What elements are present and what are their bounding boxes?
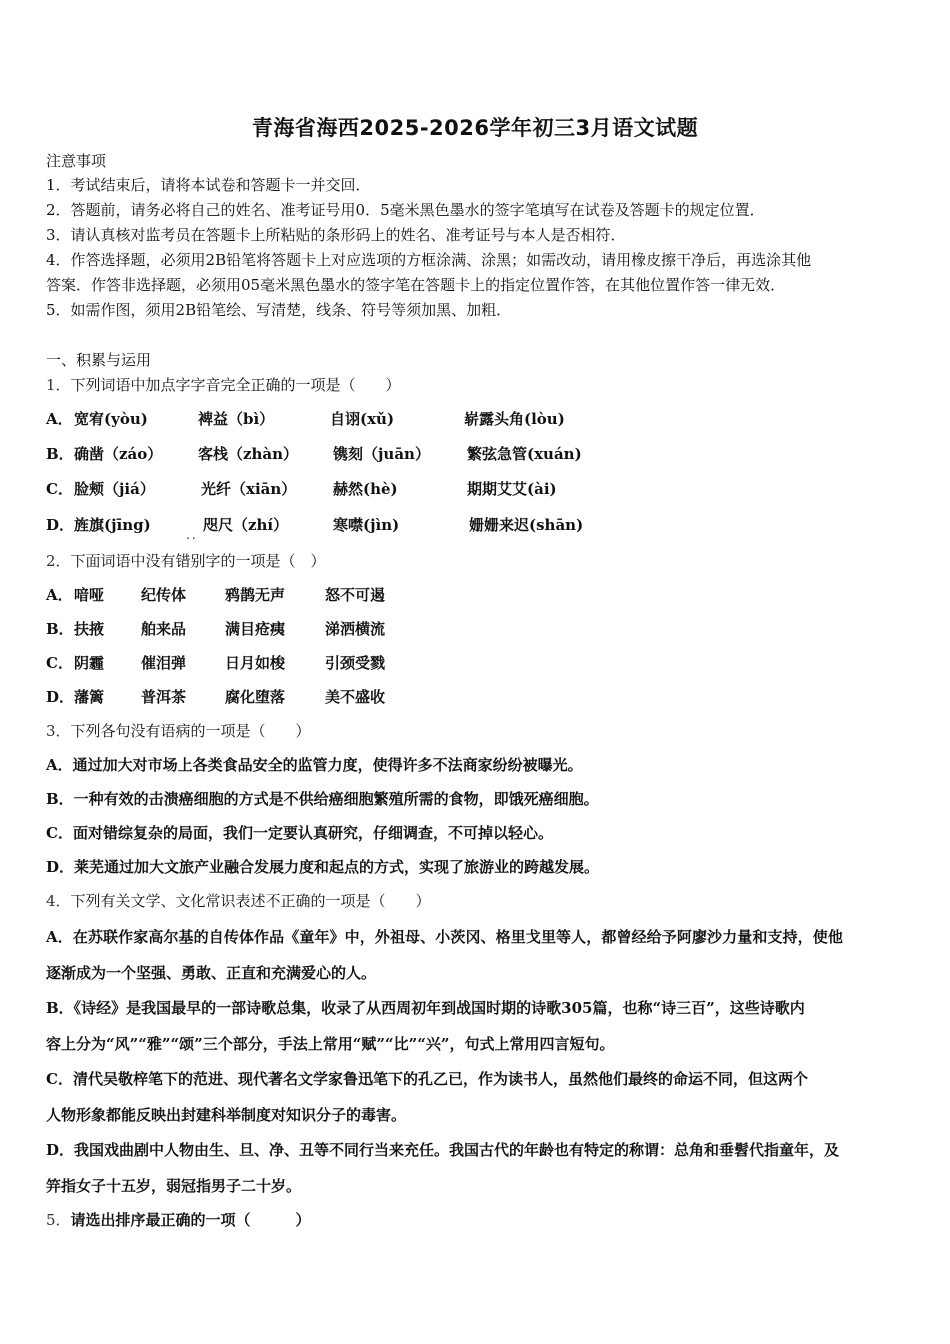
q2-option-c-item-2: 催泪弹 xyxy=(141,654,187,672)
notice-item-2: 2．答题前，请务必将自己的姓名、准考证号用0．5毫米黑色墨水的签字笔填写在试卷及答题卡的规定位置． xyxy=(46,201,765,219)
q2-option-b-item-2: 舶来品 xyxy=(141,620,187,638)
q2-option-d-item-2: 普洱茶 xyxy=(141,688,187,706)
q3-option-b: B．一种有效的击溃癌细胞的方式是不供给癌细胞繁殖所需的食物，即饿死癌细胞。 xyxy=(46,790,599,808)
emphasis-dots: .. xyxy=(186,528,198,542)
q1-option-a-item-4: 崭露头角(lòu) xyxy=(464,410,565,428)
q2-option-c-item-4: 引颈受戮 xyxy=(325,654,386,672)
question-3-stem xyxy=(46,721,311,741)
section-heading: 一、积累与运用 xyxy=(46,351,152,369)
question-number: 5． xyxy=(46,1211,71,1229)
q1-option-c-item-1: 脸颊（jiá） xyxy=(74,480,155,498)
q4-option-a-line-1: A．在苏联作家高尔基的自传体作品《童年》中，外祖母、小茨冈、格里戈里等人，都曾经给予阿廖沙力量和支持，使他 xyxy=(46,928,843,946)
q1-option-b-item-4: 繁弦急管(xuán) xyxy=(467,445,582,463)
q2-option-d-item-1: 藩篱 xyxy=(74,688,105,706)
question-text: 下列词语中加点字字音完全正确的一项是（ ） xyxy=(70,376,401,394)
q2-option-a-item-3: 鸦鹊无声 xyxy=(225,586,286,604)
q2-option-d-item-4: 美不盛收 xyxy=(325,688,386,706)
notice-item-4-cont: 答案．作答非选择题，必须用05毫米黑色墨水的签字笔在答题卡上的指定位置作答，在其他位置作答一律无效． xyxy=(46,276,786,294)
question-text: 下面词语中没有错别字的一项是（ ） xyxy=(70,552,326,570)
question-number: 3． xyxy=(46,722,71,740)
question-number: 4． xyxy=(46,892,71,910)
q1-option-b-item-2: 客栈（zhàn） xyxy=(198,445,299,463)
question-2-stem xyxy=(46,551,326,571)
q1-option-d-item-4: 姗姗来迟(shān) xyxy=(469,516,584,534)
q4-option-c-line-2: 人物形象都能反映出封建科举制度对知识分子的毒害。 xyxy=(46,1106,407,1124)
question-number: 1． xyxy=(46,376,71,394)
question-text: 请选出排序最正确的一项（ ） xyxy=(70,1211,311,1229)
question-1-stem xyxy=(46,375,401,395)
question-text: 下列有关文学、文化常识表述不正确的一项是（ ） xyxy=(70,892,431,910)
q4-option-b-line-2: 容上分为“风”“雅”“颂”三个部分，手法上常用“赋”“比”“兴”，句式上常用四言短句。 xyxy=(46,1035,615,1053)
q2-option-d-item-3: 腐化堕落 xyxy=(225,688,286,706)
q1-option-d-label: D． xyxy=(46,516,75,534)
q1-option-a-item-3: 自诩(xǔ) xyxy=(330,410,395,428)
q2-option-b-item-3: 满目疮痍 xyxy=(225,620,286,638)
q4-option-b-line-1: B．《诗经》是我国最早的一部诗歌总集，收录了从西周初年到战国时期的诗歌305篇，也称“诗三百”，这些诗歌内 xyxy=(46,999,805,1017)
notice-item-3: 3．请认真核对监考员在答题卡上所粘贴的条形码上的姓名、准考证号与本人是否相符． xyxy=(46,226,626,244)
q1-option-b-item-3: 镌刻（juān） xyxy=(333,445,430,463)
question-4-stem xyxy=(46,891,431,911)
q4-option-c-line-1: C．清代吴敬梓笔下的范进、现代著名文学家鲁迅笔下的孔乙已，作为读书人，虽然他们最终的命运不同，但这两个 xyxy=(46,1070,808,1088)
exam-title: 青海省海西2025-2026学年初三3月语文试题 xyxy=(251,116,699,140)
notice-item-4: 4．作答选择题，必须用2B铅笔将答题卡上对应选项的方框涂满、涂黑；如需改动，请用橡皮擦干净后，再选涂其他 xyxy=(46,251,812,269)
q2-option-c-item-3: 日月如梭 xyxy=(225,654,286,672)
question-number: 2． xyxy=(46,552,71,570)
q2-option-a-label: A． xyxy=(46,586,73,604)
q3-option-c: C．面对错综复杂的局面，我们一定要认真研究，仔细调查，不可掉以轻心。 xyxy=(46,824,553,842)
q1-option-b-label: B． xyxy=(46,445,74,463)
q2-option-c-label: C． xyxy=(46,654,73,672)
q3-option-a: A．通过加大对市场上各类食品安全的监管力度，使得许多不法商家纷纷被曝光。 xyxy=(46,756,583,774)
q1-option-b-item-1: 确凿（záo） xyxy=(74,445,163,463)
q1-option-c-item-4: 期期艾艾(ài) xyxy=(467,480,557,498)
q2-option-b-item-1: 扶掖 xyxy=(74,620,105,638)
q2-option-a-item-1: 喑哑 xyxy=(74,586,105,604)
q4-option-d-line-1: D．我国戏曲剧中人物由生、旦、净、丑等不同行当来充任。我国古代的年龄也有特定的称谓：总角和垂髫代指童年，及 xyxy=(46,1141,840,1159)
q2-option-a-item-4: 怒不可遏 xyxy=(325,586,386,604)
notice-heading: 注意事项 xyxy=(46,152,107,170)
q1-option-a-item-2: 裨益（bì） xyxy=(198,410,275,428)
q1-option-a-item-1: 宽宥(yòu) xyxy=(74,410,148,428)
q4-option-d-line-2: 笄指女子十五岁，弱冠指男子二十岁。 xyxy=(46,1177,302,1195)
q1-option-a-label: A． xyxy=(46,410,73,428)
q1-option-d-item-3: 寒噤(jìn) xyxy=(333,516,400,534)
notice-item-1: 1．考试结束后，请将本试卷和答题卡一并交回． xyxy=(46,176,371,194)
q2-option-c-item-1: 阴霾 xyxy=(74,654,105,672)
question-5-stem xyxy=(46,1210,311,1230)
question-text: 下列各句没有语病的一项是（ ） xyxy=(70,722,311,740)
q1-option-c-item-3: 赫然(hè) xyxy=(333,480,398,498)
q2-option-b-item-4: 涕洒横流 xyxy=(325,620,386,638)
q1-option-c-label: C． xyxy=(46,480,73,498)
notice-item-5: 5．如需作图，须用2B铅笔绘、写清楚，线条、符号等须加黑、加粗． xyxy=(46,301,512,319)
q2-option-d-label: D． xyxy=(46,688,75,706)
q2-option-b-label: B． xyxy=(46,620,74,638)
q3-option-d: D．莱芜通过加大文旅产业融合发展力度和起点的方式，实现了旅游业的跨越发展。 xyxy=(46,858,600,876)
q2-option-a-item-2: 纪传体 xyxy=(141,586,187,604)
q4-option-a-line-2: 逐渐成为一个坚强、勇敢、正直和充满爱心的人。 xyxy=(46,964,377,982)
q1-option-c-item-2: 光纤（xiān） xyxy=(201,480,297,498)
q1-option-d-item-1: 旌旗(jīng) xyxy=(74,516,151,534)
q1-option-d-item-2: 咫尺（zhí） xyxy=(203,516,289,534)
